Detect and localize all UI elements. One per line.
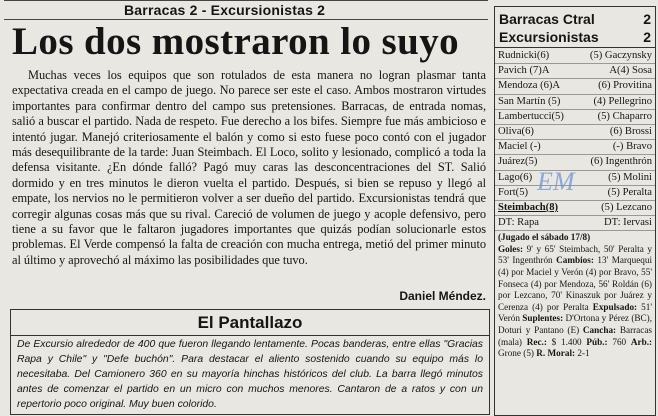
pantallazo-title: El Pantallazo bbox=[197, 313, 303, 332]
lineup-home: Lambertucci(5) bbox=[498, 110, 564, 122]
article-paragraph: Muchas veces los equipos que son rotulados de esta manera no logran plasmar tanta expectativa creada en el campo de juego. No parece ser este el caso. Ambos mostraron virtudes importantes para confirmar dentro del campo sus pretensiones. Barracas, de entrada nomas, salió a buscar el partido. Nada de respeto. Fue derecho a los bifes. Siempre fue más ambicioso e intentó jugar. Manejó criteriosamente el balón y como si esto fuese poco contó con el jugador más desequilibrante de la tarde: Juan Steimbach. El Loco, solito y lesionado, complicó a toda la defensa visitante. ¿En dónde falló? Pagó muy caras las desconcentraciones del ST. Salió dormido y en tres minutos le dieron vuelta el partido. Después, si bien se repuso y llegó al empate, los nervios no le permitieron volver a ser dueño del partido. Excursionistas tendrá que corregir algunas cosas más que su rival. Careció de volumen de juego y acople defensivo, pero tiene a su favor que le faltaron jugadores importantes que quizás podían solucionarle estos problemas. El Verde compensó la falta de creación con mucha entrega, metió del primer minuto al último y aprovechó al máximo las posibilidades que tuvo. bbox=[12, 68, 486, 267]
match-notes bbox=[495, 231, 655, 361]
scoreboard bbox=[495, 7, 655, 48]
goals-note bbox=[498, 244, 652, 360]
coach-away: DT: Iervasi bbox=[603, 217, 652, 229]
lineup-row bbox=[495, 186, 655, 201]
lineup-away: (6) Ingenthrón bbox=[590, 156, 652, 168]
match-header-text: Barracas 2 - Excursionistas 2 bbox=[124, 2, 326, 18]
score-home-row bbox=[499, 10, 651, 28]
gate-text: $ 1.400 bbox=[551, 336, 582, 347]
lineup-away: (6) Provitina bbox=[598, 80, 652, 92]
date-line: (Jugado el sábado 17/8) bbox=[498, 232, 591, 243]
lineup-home: Steimbach(8) bbox=[498, 201, 559, 213]
lineup-away: A(4) Sosa bbox=[609, 65, 652, 77]
lineup-row bbox=[495, 110, 655, 125]
referee-label: Arb.: bbox=[630, 336, 653, 347]
coach-home: DT: Rapa bbox=[498, 217, 539, 229]
score-away: 2 bbox=[643, 29, 651, 45]
match-sidebar bbox=[494, 6, 656, 416]
article-body bbox=[12, 68, 486, 268]
lineup-row bbox=[495, 79, 655, 94]
score-away-row bbox=[499, 28, 651, 46]
lineup-home: Fort(5) bbox=[498, 186, 529, 198]
attendance-text: 760 bbox=[612, 336, 627, 347]
lineup-home: Lago(6) bbox=[498, 171, 533, 183]
attendance-label: Púb.: bbox=[586, 336, 608, 347]
lineup-away: (5) Peralta bbox=[607, 186, 652, 198]
pantallazo-box bbox=[10, 309, 490, 415]
lineup-home: Rudnicki(6) bbox=[498, 50, 550, 61]
goals-text: 9' y 65' Steimbach, 50' Peralta y 53' Ingenthrón bbox=[498, 243, 652, 266]
score-home: 2 bbox=[643, 11, 651, 27]
lineup-home: Juárez(5) bbox=[498, 156, 538, 168]
moral-result-label: R. Moral: bbox=[536, 348, 576, 359]
gate-label: Rec.: bbox=[526, 336, 547, 347]
lineup-row bbox=[495, 201, 655, 216]
lineup-row bbox=[495, 95, 655, 110]
lineup-row bbox=[495, 171, 655, 186]
lineup-home: Pavich (7)A bbox=[498, 65, 550, 77]
lineup-row bbox=[495, 155, 655, 170]
match-header bbox=[4, 0, 488, 20]
author-byline: Daniel Méndez. bbox=[399, 289, 486, 303]
referee-text: Grone (5) bbox=[498, 348, 534, 359]
lineup-away: (5) Chaparro bbox=[597, 110, 652, 122]
lineup-row-coaches bbox=[495, 216, 655, 231]
headline: Los dos mostraron lo suyo bbox=[12, 20, 460, 63]
lineup-away: (5) Lezcano bbox=[601, 201, 652, 213]
team-away: Excursionistas bbox=[499, 29, 599, 45]
lineup-table bbox=[495, 48, 655, 231]
team-home: Barracas Ctral bbox=[499, 11, 595, 27]
lineup-row bbox=[495, 64, 655, 79]
lineup-home: Mendoza (6)A bbox=[498, 80, 561, 92]
goals-label: Goles: bbox=[498, 243, 524, 254]
lineup-home: Maciel (-) bbox=[498, 141, 541, 153]
changes-text: 13' Marquequi (4) por Maciel y Verón (4) por Bravo, 55' Fonseca (4) por Mendoza, 56' Roldán (6) por Lezcano, 70' Kinaszuk por Juárez y Cerenza (4) por Peralta bbox=[498, 255, 653, 312]
lineup-away: (5) Gaczynsky bbox=[589, 50, 652, 61]
pitch-text: Barracas (mala) bbox=[498, 325, 652, 347]
lineup-row bbox=[495, 125, 655, 140]
lineup-home: Oliva(6) bbox=[498, 125, 534, 137]
substitutes-text: D'Ortona y Pérez (BC), Doturi y Pantano (E) bbox=[498, 313, 652, 335]
lineup-away: (6) Brossi bbox=[609, 125, 652, 137]
substitutes-label: Suplentes: bbox=[522, 313, 564, 324]
lineup-row bbox=[495, 49, 655, 64]
pantallazo-divider bbox=[11, 335, 489, 336]
changes-label: Cambios: bbox=[556, 255, 594, 266]
article-column bbox=[4, 0, 488, 416]
watermark-logo: EM bbox=[537, 167, 575, 196]
lineup-away: (4) Pellegrino bbox=[593, 95, 652, 107]
sent-off-label: Expulsado: bbox=[592, 301, 638, 312]
lineup-home: San Martín (5) bbox=[498, 95, 561, 107]
sent-off-text: 51' Verón bbox=[498, 301, 652, 324]
lineup-away: (5) Molini bbox=[608, 171, 652, 183]
lineup-away: (-) Bravo bbox=[612, 141, 652, 153]
lineup-row bbox=[495, 140, 655, 155]
pitch-label: Cancha: bbox=[582, 325, 617, 335]
pantallazo-text: De Excursio alrededor de 400 que fueron llegando lentamente. Pocas banderas, entre ellas "Gracias Rapa y Chile" y "Defe buchón". Para destacar el aliento sostenido cuando su equipo más lo necesitaba. Del Camionero 360 en su mayoría hinchas históricos del club. La barra llegó minutos antes de comenzar el partido en un micro con muchos menores. Cantaron de a ratos y con un repertorio poco original. Muy buen colorido. bbox=[17, 339, 483, 410]
moral-result-text: 2-1 bbox=[577, 348, 590, 359]
